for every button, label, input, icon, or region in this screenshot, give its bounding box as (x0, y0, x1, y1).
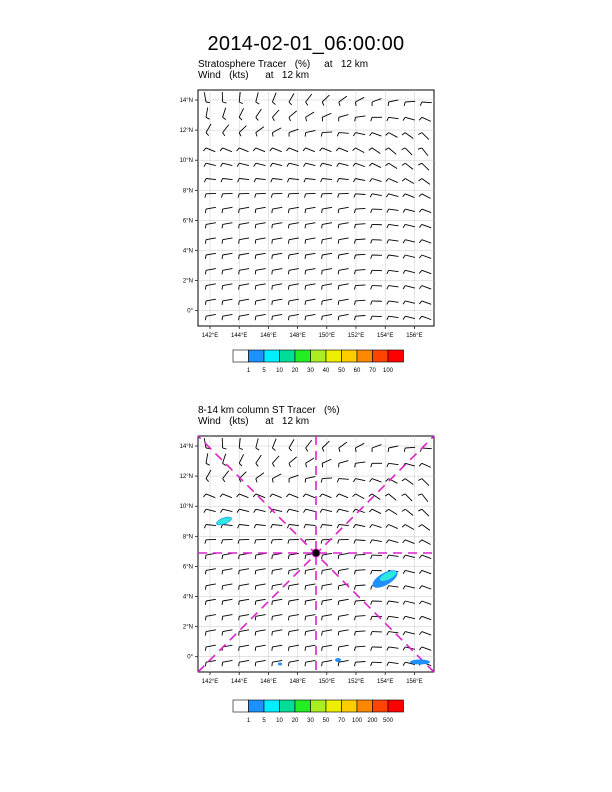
colorbar-swatch (233, 350, 249, 362)
lon-tick-label: 154°E (376, 333, 394, 339)
colorbar-swatch (342, 700, 358, 712)
tracer-blob (335, 658, 341, 662)
lat-tick-label: 4°N (182, 594, 193, 601)
lon-tick-label: 154°E (376, 679, 394, 685)
panel-bottom-subtitle-1: 8-14 km column ST Tracer (%) (198, 405, 340, 416)
lat-tick-label: 8°N (182, 534, 193, 541)
colorbar-label: 50 (338, 368, 345, 374)
lat-tick-label: 8°N (182, 188, 193, 195)
colorbar-swatch (373, 350, 389, 362)
map-panel-top (170, 84, 450, 354)
colorbar-label: 30 (307, 718, 314, 724)
colorbar-label: 40 (322, 368, 330, 374)
lat-tick-label: 2°N (182, 624, 193, 631)
lat-tick-label: 2°N (182, 278, 193, 285)
colorbar-label: 1 (246, 368, 251, 374)
tracer-blob (278, 663, 282, 666)
lat-tick-label: 4°N (182, 248, 193, 255)
panel-top-subtitle-2: Wind (kts) at 12 km (198, 70, 310, 81)
lon-tick-label: 150°E (318, 679, 336, 685)
colorbar-label: 30 (307, 368, 314, 374)
lat-tick-label: 10°N (179, 504, 193, 511)
lon-tick-label: 146°E (260, 333, 277, 339)
lat-tick-label: 0° (187, 654, 193, 661)
colorbar-swatch (388, 350, 404, 362)
colorbar-label: 60 (353, 368, 361, 374)
colorbar-label: 70 (338, 718, 345, 724)
lat-tick-label: 14°N (179, 444, 193, 450)
colorbar-label: 5 (262, 368, 266, 374)
colorbar-label: 200 (367, 718, 378, 724)
colorbar-swatch (280, 350, 296, 362)
lon-tick-label: 144°E (230, 679, 248, 685)
colorbar-label: 500 (382, 718, 394, 724)
colorbar-swatch (249, 350, 265, 362)
tracer-blob (410, 660, 430, 665)
colorbar-swatch (280, 700, 296, 712)
lon-tick-label: 152°E (347, 679, 365, 685)
colorbar-swatch (357, 700, 373, 712)
lon-tick-label: 146°E (260, 679, 277, 685)
colorbar-label: 10 (276, 718, 283, 724)
colorbar-label: 100 (382, 368, 394, 374)
colorbar-swatch (373, 700, 389, 712)
lat-tick-label: 6°N (182, 218, 193, 225)
colorbar-label: 50 (322, 718, 330, 724)
colorbar-swatch (326, 700, 342, 712)
colorbar-swatch (342, 350, 358, 362)
colorbar-swatch (311, 700, 327, 712)
colorbar-top (225, 345, 415, 385)
map-frame (198, 90, 434, 326)
colorbar-swatch (264, 700, 280, 712)
colorbar-swatch (311, 350, 327, 362)
colorbar-swatch (249, 700, 265, 712)
panel-top-subtitle-1: Stratosphere Tracer (%) at 12 km (198, 59, 369, 70)
colorbar-label: 5 (262, 718, 266, 724)
lat-tick-label: 14°N (179, 98, 193, 104)
colorbar-label: 20 (291, 368, 299, 374)
lat-tick-label: 12°N (179, 474, 193, 481)
lat-tick-label: 0° (187, 308, 193, 315)
colorbar-swatch (295, 700, 311, 712)
lon-tick-label: 152°E (347, 333, 365, 339)
lon-tick-label: 148°E (289, 333, 306, 339)
map-panel-bottom (170, 430, 450, 700)
lon-tick-label: 144°E (230, 333, 248, 339)
colorbar-swatch (326, 350, 342, 362)
colorbar-label: 20 (291, 718, 299, 724)
colorbar-swatch (264, 350, 280, 362)
lon-tick-label: 142°E (201, 679, 219, 685)
colorbar-swatch (233, 700, 249, 712)
colorbar-swatch (357, 350, 373, 362)
lon-tick-label: 142°E (201, 333, 219, 339)
colorbar-swatch (295, 350, 311, 362)
colorbar-label: 10 (276, 368, 283, 374)
colorbar-label: 70 (369, 368, 376, 374)
colorbar-label: 100 (351, 718, 363, 724)
colorbar-swatch (388, 700, 404, 712)
lon-tick-label: 148°E (289, 679, 306, 685)
panel-bottom-subtitle-2: Wind (kts) at 12 km (198, 416, 310, 427)
lat-tick-label: 10°N (179, 158, 193, 165)
lat-tick-label: 6°N (182, 564, 193, 571)
lon-tick-label: 156°E (406, 333, 423, 339)
lon-tick-label: 150°E (318, 333, 336, 339)
colorbar-label: 1 (246, 718, 251, 724)
colorbar-bottom (225, 695, 415, 735)
lat-tick-label: 12°N (179, 128, 193, 135)
main-title: 2014-02-01_06:00:00 (207, 33, 405, 55)
lon-tick-label: 156°E (406, 679, 423, 685)
storm-center-marker (312, 549, 320, 557)
